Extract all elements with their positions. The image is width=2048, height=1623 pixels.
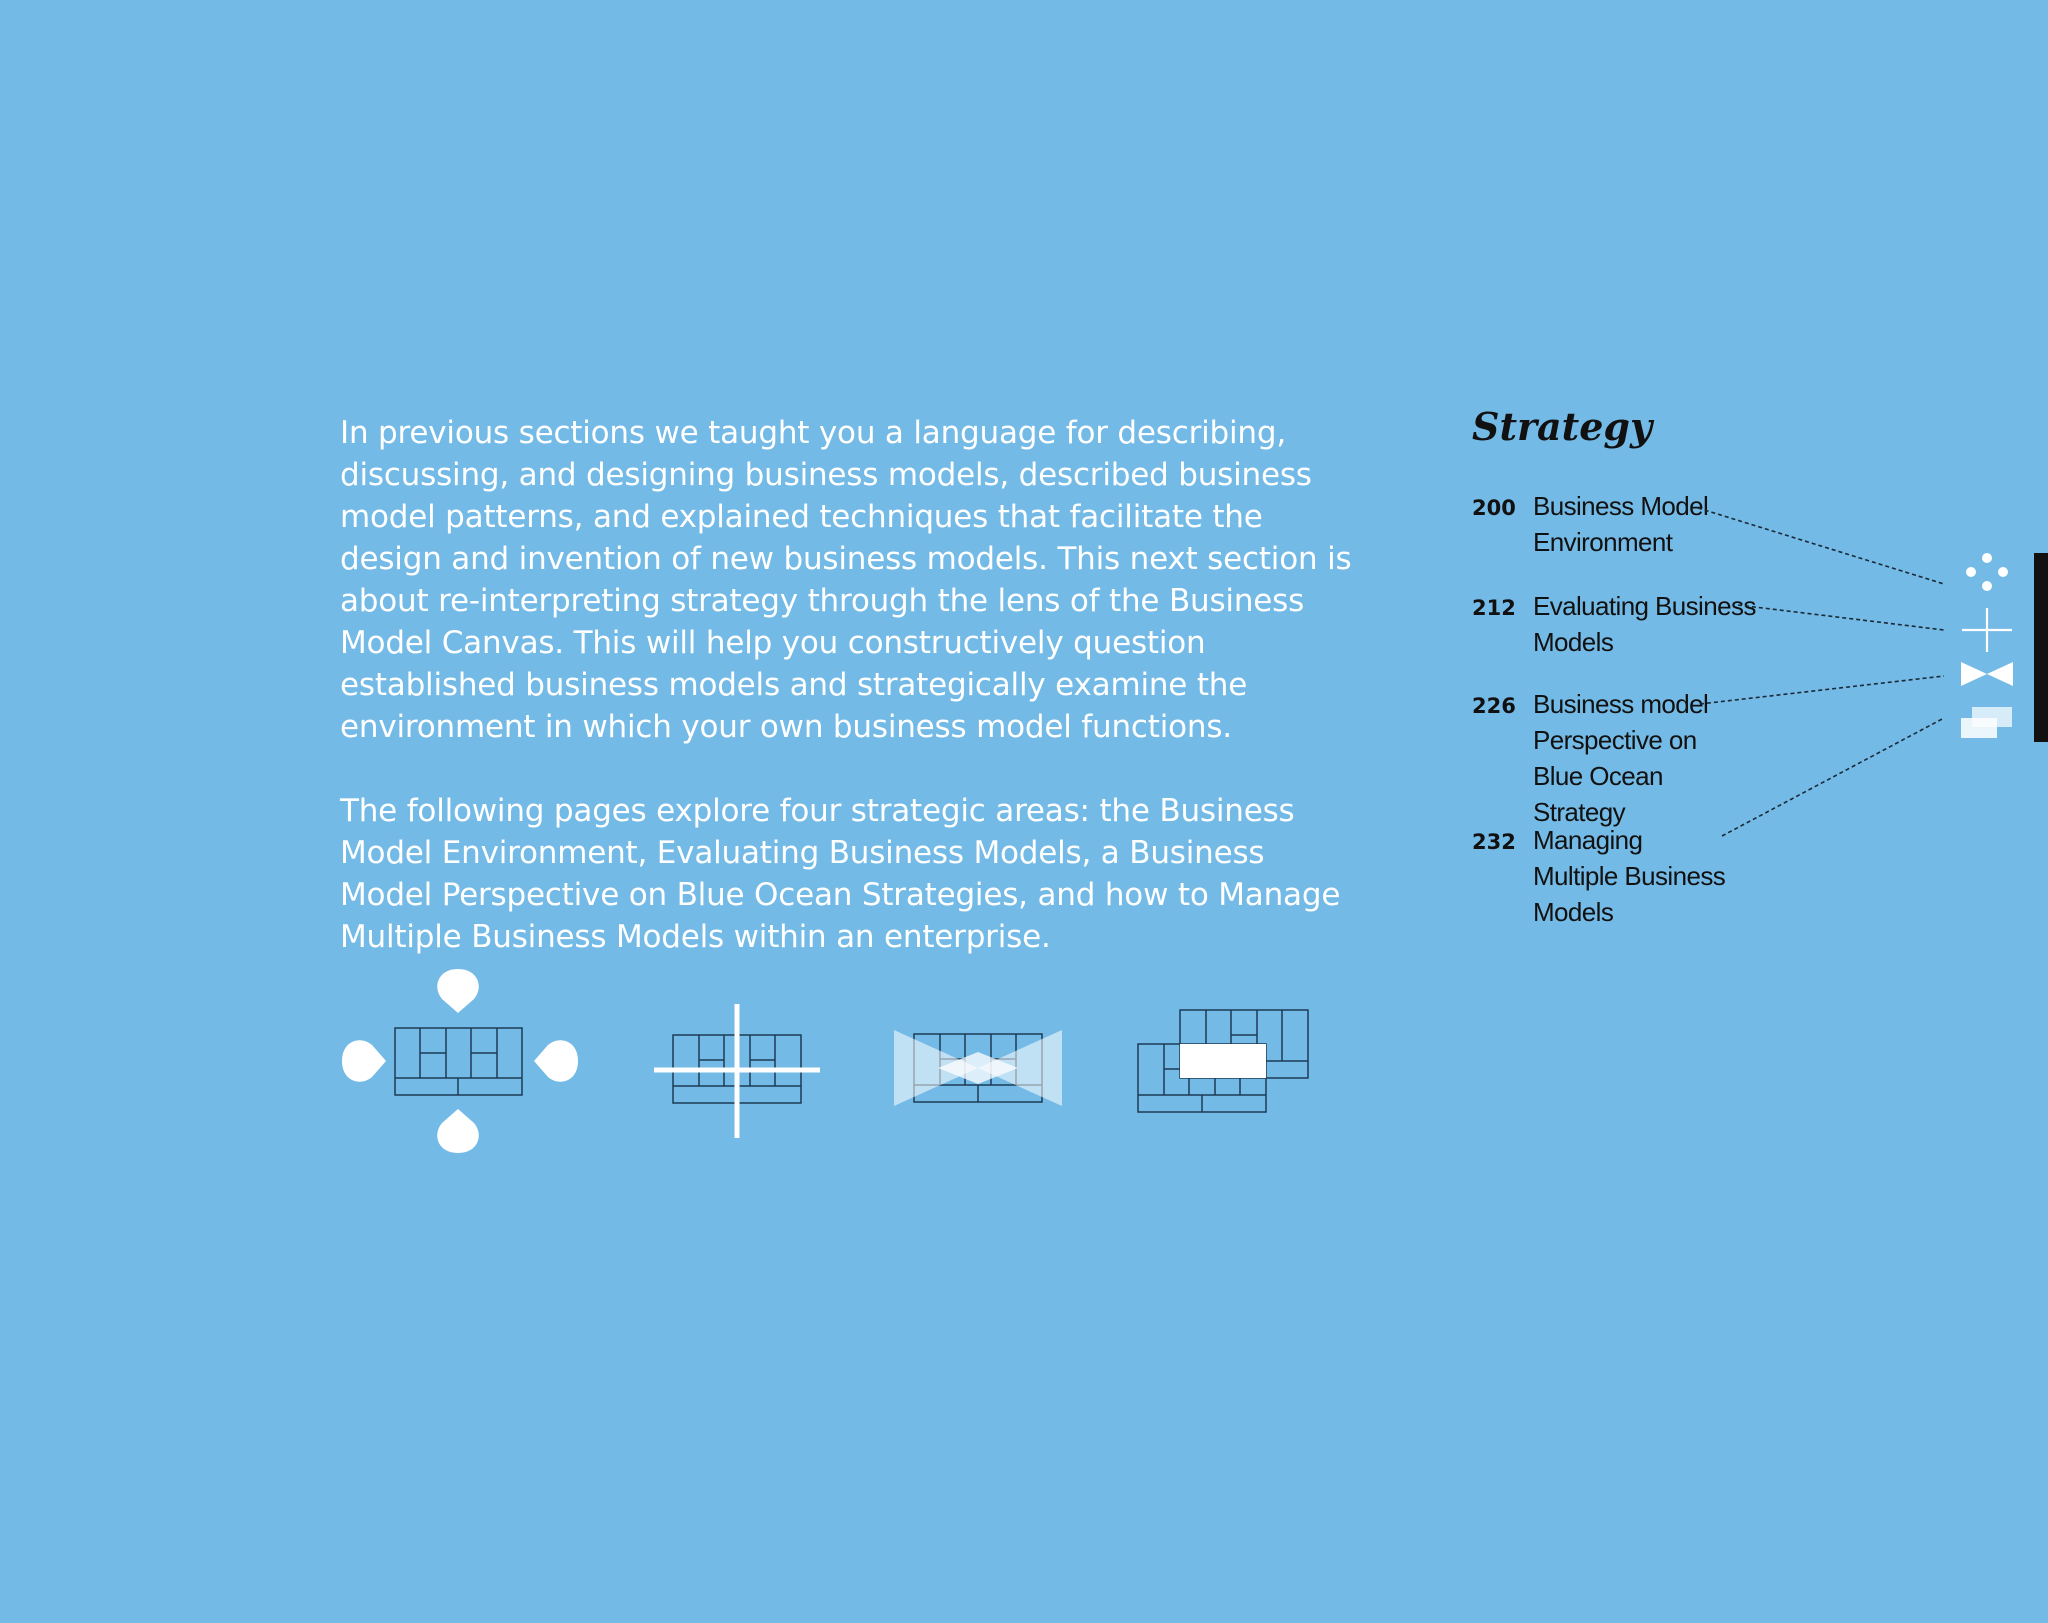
blue-ocean-illustration — [894, 1028, 1064, 1108]
intro-paragraph-2: The following pages explore four strategic areas: the Business Model Environment, Evaluating Business Models, a Business Model Perspective on Blue Ocean Strategies, and how to Manage Multiple Business Models within an enterprise. — [340, 793, 1341, 955]
leader-line — [1738, 605, 1944, 630]
toc-item-label: Business model Perspective on Blue Ocean Strategy — [1533, 689, 1709, 827]
toc-item-label: Evaluating Business Models — [1533, 591, 1756, 657]
leader-line — [1700, 676, 1944, 704]
toc-page-number: 212 — [1472, 596, 1516, 620]
business-model-canvas-grid — [395, 1028, 522, 1095]
toc-item-label: Business Model Environment — [1533, 491, 1709, 557]
evaluation-illustration — [652, 1002, 822, 1142]
environment-illustration — [338, 965, 578, 1165]
side-tab-marker — [2034, 553, 2048, 742]
multiple-business-models-illustration — [1134, 1008, 1324, 1128]
leader-line — [1698, 508, 1944, 584]
leader-line — [1722, 718, 1944, 836]
toc-item-label: Managing Multiple Business Models — [1533, 825, 1726, 927]
toc-page-number: 200 — [1472, 496, 1516, 520]
toc-page-number: 226 — [1472, 694, 1516, 718]
environment-drops-icon — [1966, 553, 2008, 591]
multiple-canvas-icon — [1961, 707, 2012, 738]
overlap-highlight — [1180, 1044, 1266, 1078]
evaluation-cross-icon — [1962, 608, 2012, 652]
intro-paragraph-1: In previous sections we taught you a language for describing, discussing, and designing business models, described business model patterns, and explained techniques that facilitate the design and invention of new business models. This next section is about re-interpreting strategy through the lens of the Business Model Canvas. This will help you constructively question established business models and strategically examine the environment in which your own business model functions. — [340, 415, 1352, 745]
toc-page-number: 232 — [1472, 830, 1516, 854]
side-icons — [1958, 550, 2018, 750]
toc-title: Strategy — [1472, 404, 1653, 449]
environment-drops-icon — [342, 969, 578, 1153]
evaluation-cross-icon — [654, 1004, 820, 1138]
blue-ocean-bowtie-icon — [1961, 662, 2013, 686]
